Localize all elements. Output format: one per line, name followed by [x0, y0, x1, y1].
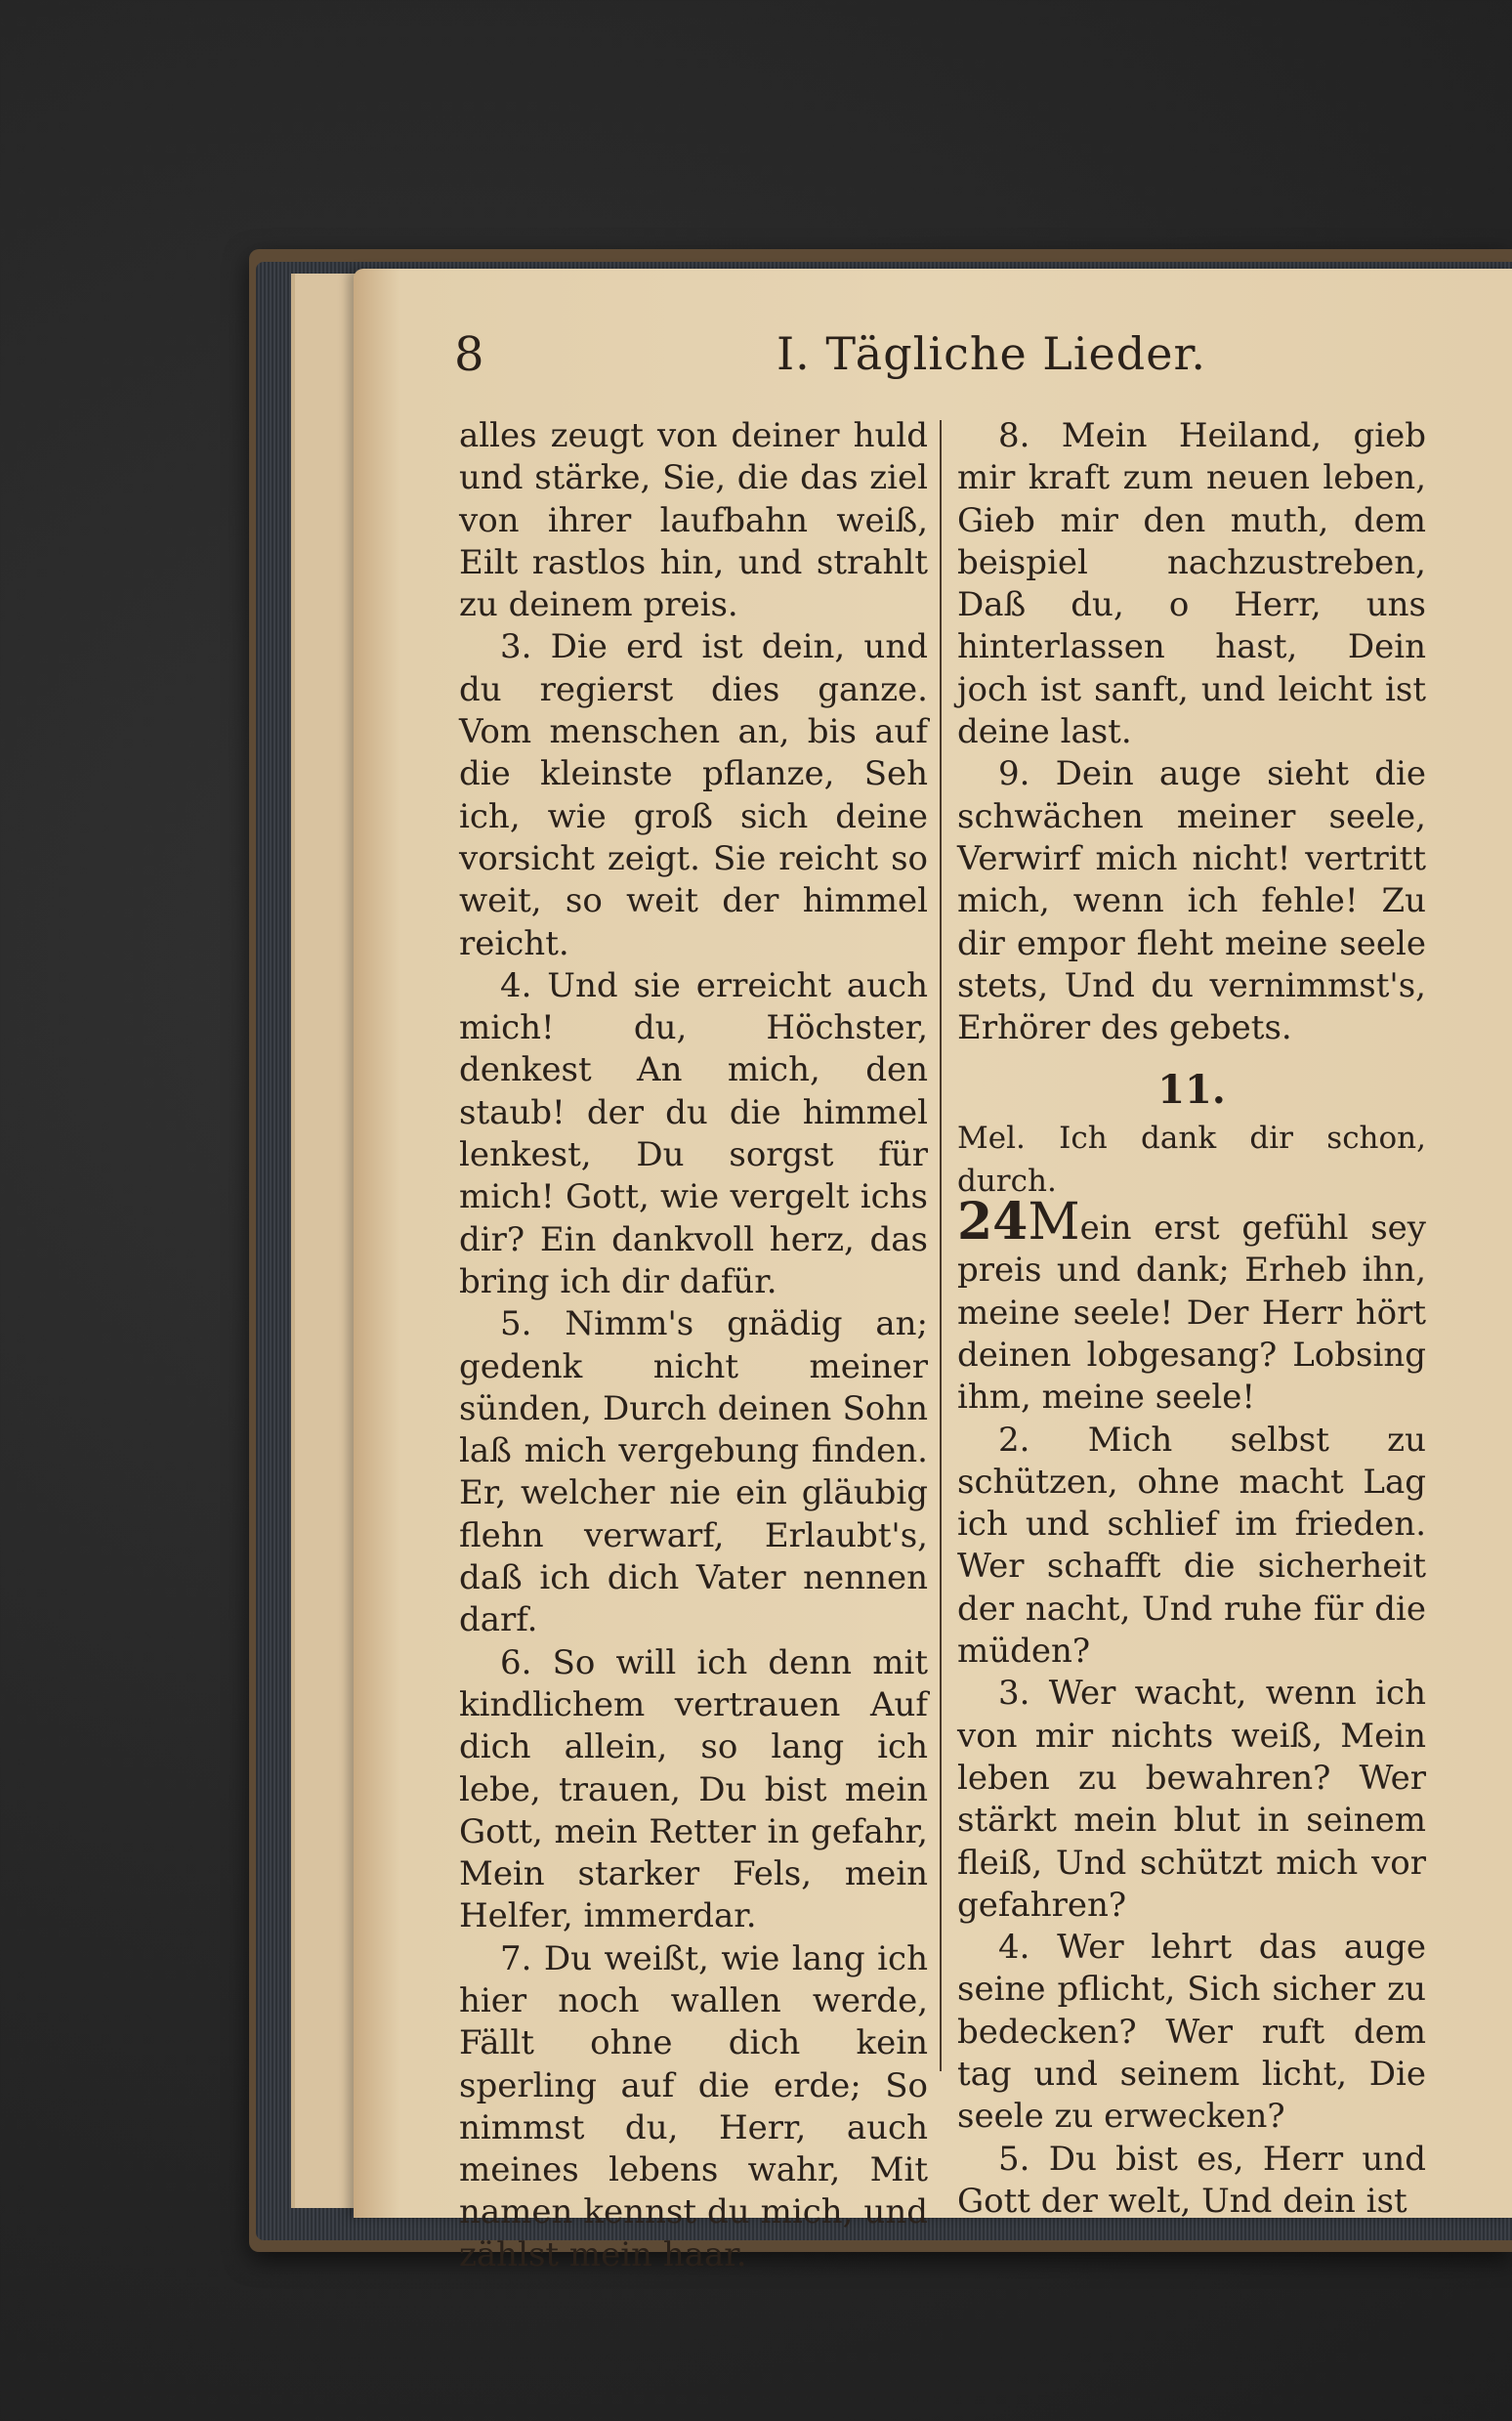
stanza-6: 6. So will ich denn mit kindlichem vertrauen Auf dich allein, so lang ich lebe, trauen, Du bist mein Gott, mein Retter in gefahr, Mein starker Fels, mein Helfer, immerdar.	[459, 1642, 928, 1936]
hymn-stanza-3: 3. Wer wacht, wenn ich von mir nichts weiß, Mein leben zu bewahren? Wer stärkt mein blut in seinem fleiß, Und schützt mich vor gefahren?	[957, 1674, 1426, 1925]
hymn-stanza-4: 4. Wer lehrt das auge seine pflicht, Sich sicher zu bedecken? Wer ruft dem tag und seinem licht, Die seele zu erwecken?	[957, 1928, 1426, 2137]
hymn-number: 11.	[1157, 1067, 1226, 1114]
hymn-stanza-2: 2. Mich selbst zu schützen, ohne macht Lag ich und schlief im frieden. Wer schafft die sicherheit der nacht, Und ruhe für die müden?	[957, 1420, 1426, 1672]
melody-line: Mel. Ich dank dir schon, durch.	[957, 1121, 1426, 1199]
stanza-3: 3. Die erd ist dein, und du regierst dies ganze. Vom menschen an, bis auf die kleinste pflanze, Seh ich, wie groß sich deine vorsicht zeigt. Sie reicht so weit, so weit der himmel reicht.	[459, 627, 928, 963]
running-head: I. Tägliche Lieder.	[777, 327, 1207, 380]
continuation-text: alles zeugt von deiner huld und stärke, Sie, die das ziel von ihrer laufbahn weiß, Eilt rastlos hin, und strahlt zu deinem preis.	[459, 416, 928, 625]
left-column	[459, 415, 928, 2276]
hymn-stanza-5: 5. Du bist es, Herr und Gott der welt, Und dein ist	[957, 2139, 1426, 2221]
stanza-8: 8. Mein Heiland, gieb mir kraft zum neuen leben, Gieb mir den muth, dem beispiel nachzustreben, Daß du, o Herr, uns hinterlassen hast, Dein joch ist sanft, und leicht ist deine last.	[957, 416, 1426, 752]
stanza-7: 7. Du weißt, wie lang ich hier noch wallen werde, Fällt ohne dich kein sperling auf die erde; So nimmst du, Herr, auch meines lebens wahr, Mit namen kennst du mich, und zählst mein haar.	[459, 1938, 928, 2274]
stanza-4: 4. Und sie erreicht auch mich! du, Höchster, denkest An mich, den staub! der du die himmel lenkest, Du sorgst für mich! Gott, wie vergelt ichs dir? Ein dankvoll herz, das bring ich dir dafür.	[459, 965, 928, 1301]
stanza-5: 5. Nimm's gnädig an; gedenk nicht meiner sünden, Durch deinen Sohn laß mich vergebung finden. Er, welcher nie ein gläubig flehn verwarf, Erlaubt's, daß ich dich Vater nennen darf.	[459, 1304, 928, 1640]
right-column	[957, 415, 1426, 2223]
column-divider	[940, 420, 942, 2071]
drop-cap: M	[1028, 1193, 1080, 1253]
stanza-9: 9. Dein auge sieht die schwächen meiner seele, Verwirf mich nicht! vertritt mich, wenn ich fehle! Zu dir empor fleht meine seele stets, Und du vernimmst's, Erhörer des gebets.	[957, 754, 1426, 1048]
hymn-first-stanza	[957, 1192, 1426, 1419]
page-number: 8	[454, 327, 484, 382]
hymn-index-number: 24	[957, 1192, 1029, 1253]
first-stanza-text: ein erst gefühl sey preis und dank; Erheb ihn, meine seele! Der Herr hört deinen lobgesang? Lobsing ihm, meine seele!	[957, 1209, 1426, 1418]
page-header	[454, 327, 1431, 405]
